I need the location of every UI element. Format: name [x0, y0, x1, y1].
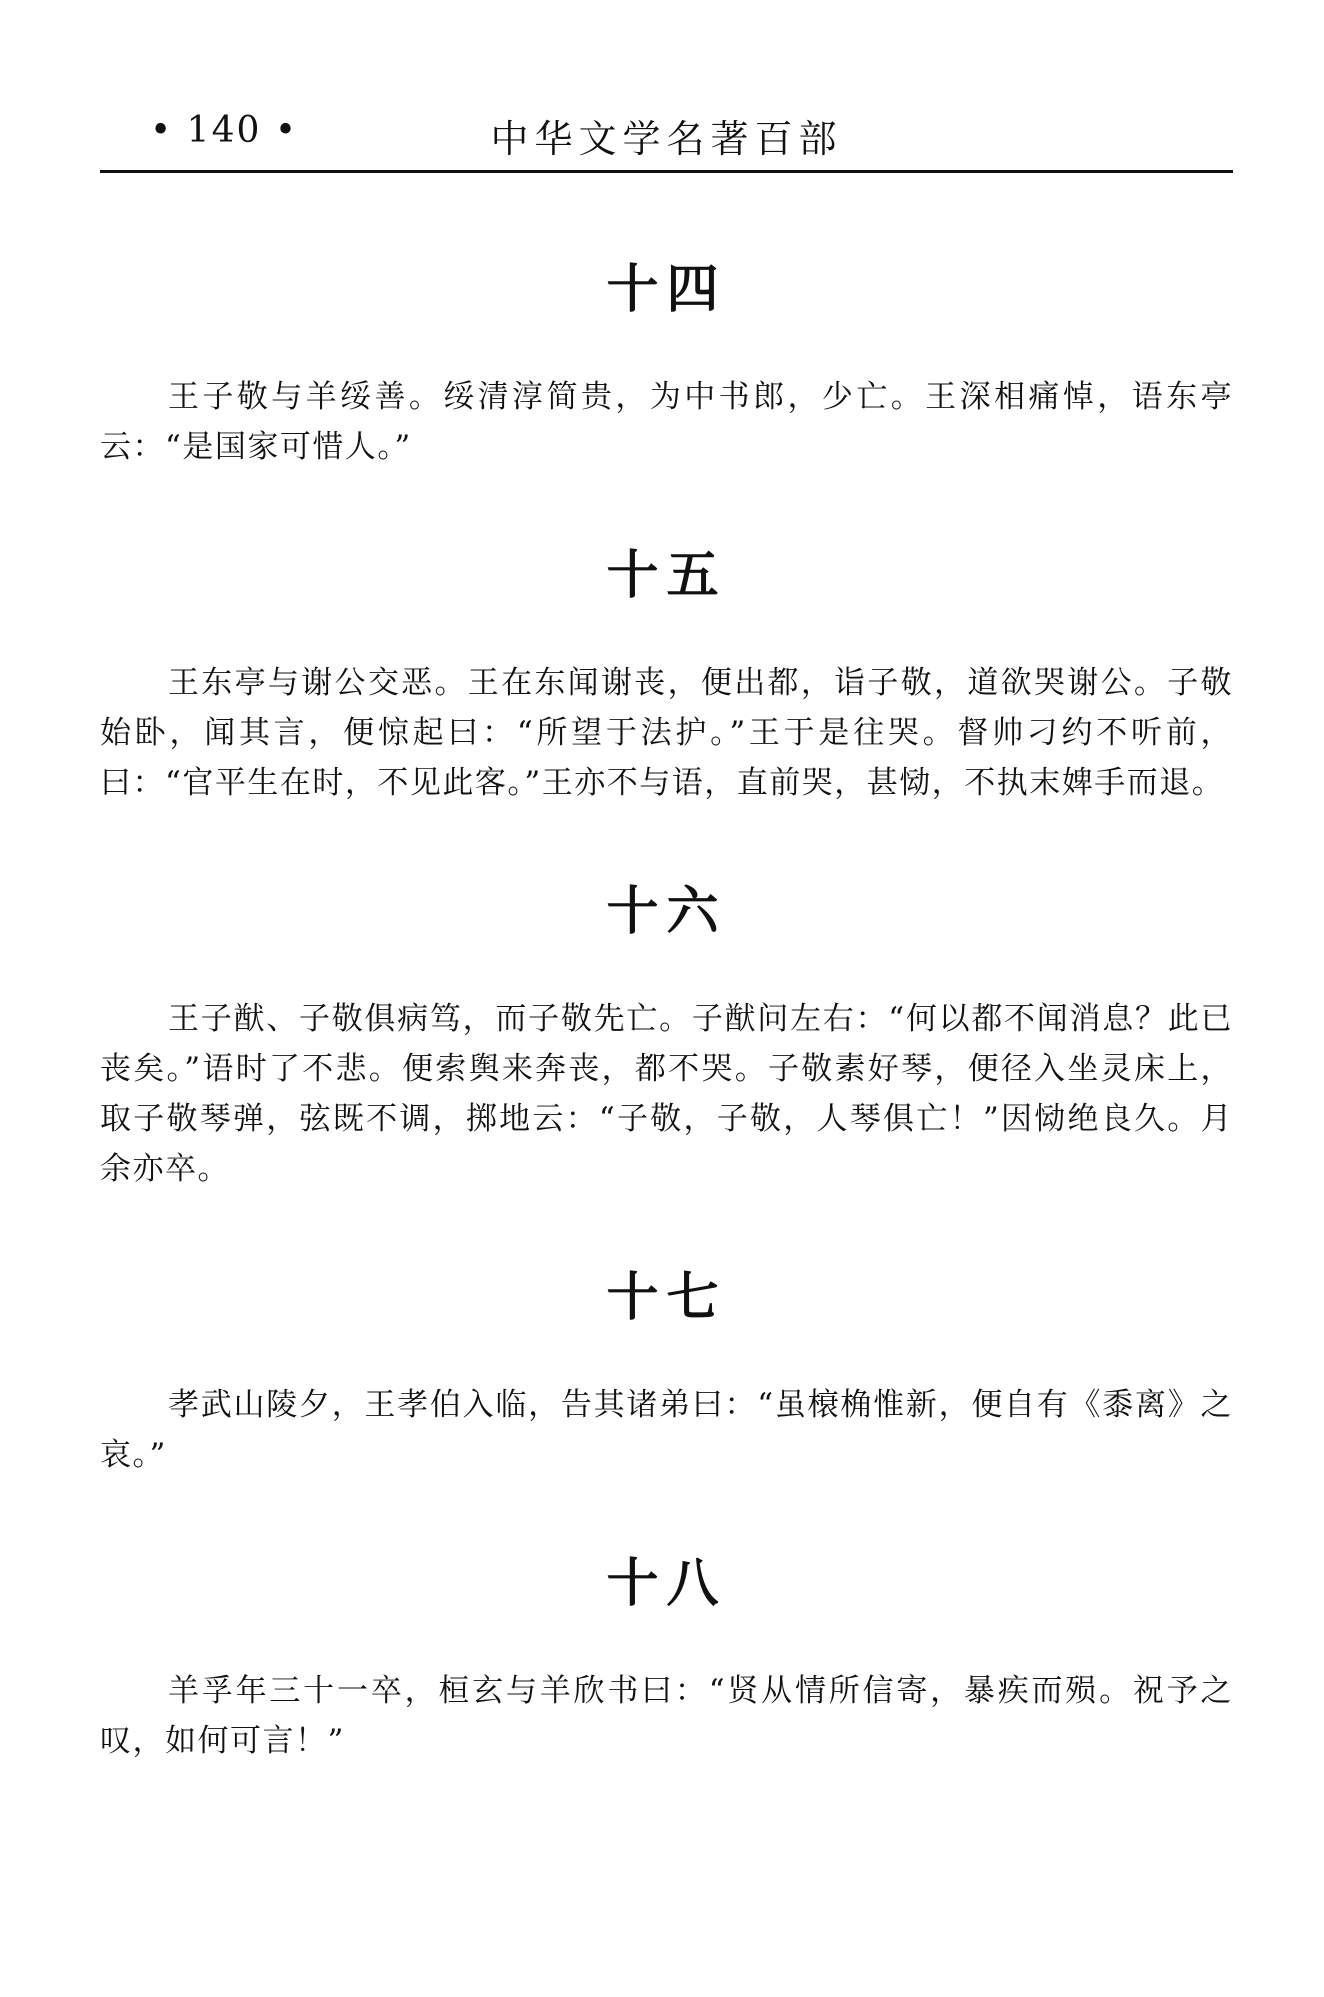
section-text: 孝武山陵夕，王孝伯入临，告其诸弟曰：“虽榱桷惟新，便自有《黍离》之哀。” [100, 1387, 1233, 1473]
book-title: 中华文学名著百部 [490, 117, 843, 161]
section-heading: 十五 [606, 546, 727, 606]
section-heading: 十八 [606, 1554, 727, 1614]
section-16 [100, 872, 1233, 1194]
section-text: 王子猷、子敬俱病笃，而子敬先亡。子猷问左右：“何以都不闻消息？此已丧矣。”语时了不悲。便索舆来奔丧，都不哭。子敬素好琴，便径入坐灵床上，取子敬琴弹，弦既不调，掷地云：“子敬，子敬，人琴俱亡！”因恸绝良久。月余亦卒。 [100, 1001, 1233, 1187]
section-15 [100, 536, 1233, 808]
section-18 [100, 1544, 1233, 1766]
page-header [100, 100, 1233, 170]
section-text: 羊孚年三十一卒，桓玄与羊欣书曰：“贤从情所信寄，暴疾而殒。祝予之叹，如何可言！” [100, 1673, 1233, 1759]
header-divider [100, 170, 1233, 173]
section-heading: 十六 [606, 882, 727, 942]
section-heading: 十七 [606, 1268, 727, 1328]
section-heading: 十四 [606, 260, 727, 320]
section-text: 王子敬与羊绥善。绥清淳简贵，为中书郎，少亡。王深相痛悼，语东亭云：“是国家可惜人。” [100, 379, 1233, 465]
section-14 [100, 250, 1233, 472]
page-number: • 140 • [150, 110, 299, 151]
section-text: 王东亭与谢公交恶。王在东闻谢丧，便出都，诣子敬，道欲哭谢公。子敬始卧，闻其言，便惊起曰：“所望于法护。”王于是往哭。督帅刁约不听前，曰：“官平生在时，不见此客。”王亦不与语，直前哭，甚恸，不执末婢手而退。 [100, 665, 1233, 801]
page-content [100, 250, 1233, 1830]
section-17 [100, 1258, 1233, 1480]
